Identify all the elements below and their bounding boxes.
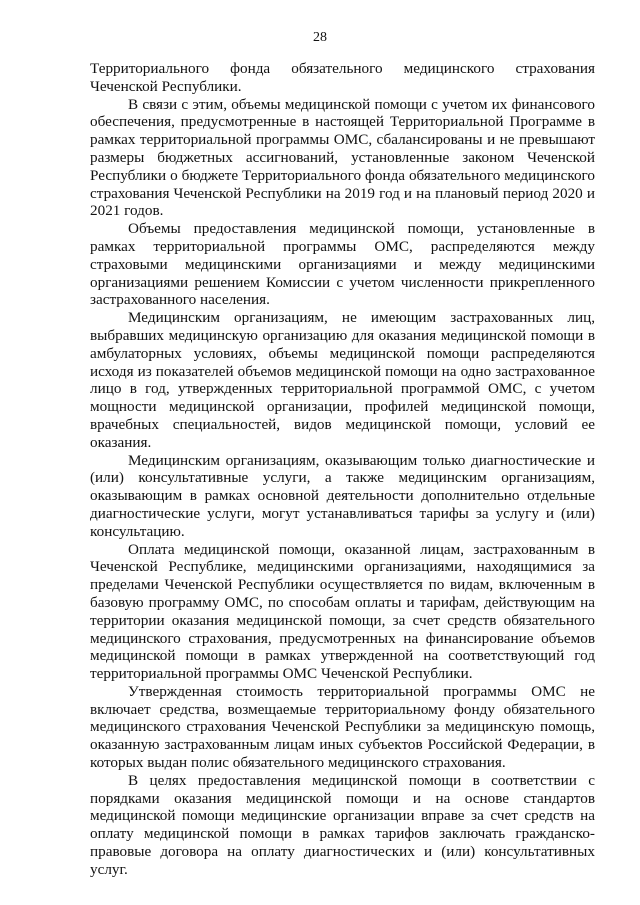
page-number: 28 <box>313 30 327 45</box>
paragraph-2: В связи с этим, объемы медицинской помощи с учетом их финансового обеспечения, предусмотренные в настоящей Территориальной Программе в рамках территориальной программы ОМС, сбалансированы и не превышают размеры бюджетных ассигнований, установленные законом Чеченской Республики о бюджете Территориального фонда обязательного медицинского страхования Чеченской Республики на 2019 год и на плановый период 2020 и 2021 годов. <box>90 95 595 220</box>
document-body <box>90 60 595 879</box>
paragraph-5: Медицинским организациям, оказывающим только диагностические и (или) консультативные услуги, а также медицинским организациям, оказывающим в рамках основной деятельности дополнительно отдельные диагностические услуги, могут устанавливаться тарифы за услугу и (или) консультацию. <box>90 451 595 540</box>
paragraph-3: Объемы предоставления медицинской помощи, установленные в рамках территориальной программы ОМС, распределяются между страховыми медицинскими организациями и между медицинскими организациями решением Комиссии с учетом численности прикрепленного застрахованного населения. <box>90 220 595 309</box>
paragraph-1: Территориального фонда обязательного медицинского страхования Чеченской Республики. <box>90 60 595 95</box>
paragraph-4: Медицинским организациям, не имеющим застрахованных лиц, выбравших медицинскую организацию для оказания медицинской помощи в амбулаторных условиях, объемы медицинской помощи распределяются исходя из показателей объемов медицинской помощи на одно застрахованное лицо в год, утвержденных территориальной программой ОМС, с учетом мощности медицинской организации, профилей медицинской помощи, врачебных специальностей, видов медицинской помощи, условий ее оказания. <box>90 309 595 451</box>
paragraph-7: Утвержденная стоимость территориальной программы ОМС не включает средства, возмещаемые территориальному фонду обязательного медицинского страхования Чеченской Республики за медицинскую помощь, оказанную застрахованным лицам иных субъектов Российской Федерации, в которых выдан полис обязательного медицинского страхования. <box>90 682 595 772</box>
paragraph-6: Оплата медицинской помощи, оказанной лицам, застрахованным в Чеченской Республике, медицинскими организациями, находящимися за пределами Чеченской Республики осуществляется по видам, включенным в базовую программу ОМС, по способам оплаты и тарифам, действующим на территории оказания медицинской помощи, за счет средств обязательного медицинского страхования, предусмотренных на финансирование объемов медицинской помощи в рамках утвержденной на соответствующий год территориальной программы ОМС Чеченской Республики. <box>90 540 595 683</box>
paragraph-8: В целях предоставления медицинской помощи в соответствии с порядками оказания медицинской помощи и на основе стандартов медицинской помощи медицинские организации вправе за счет средств на оплату медицинской помощи в рамках тарифов заключать гражданско-правовые договора на оплату диагностических и (или) консультативных услуг. <box>90 771 595 878</box>
